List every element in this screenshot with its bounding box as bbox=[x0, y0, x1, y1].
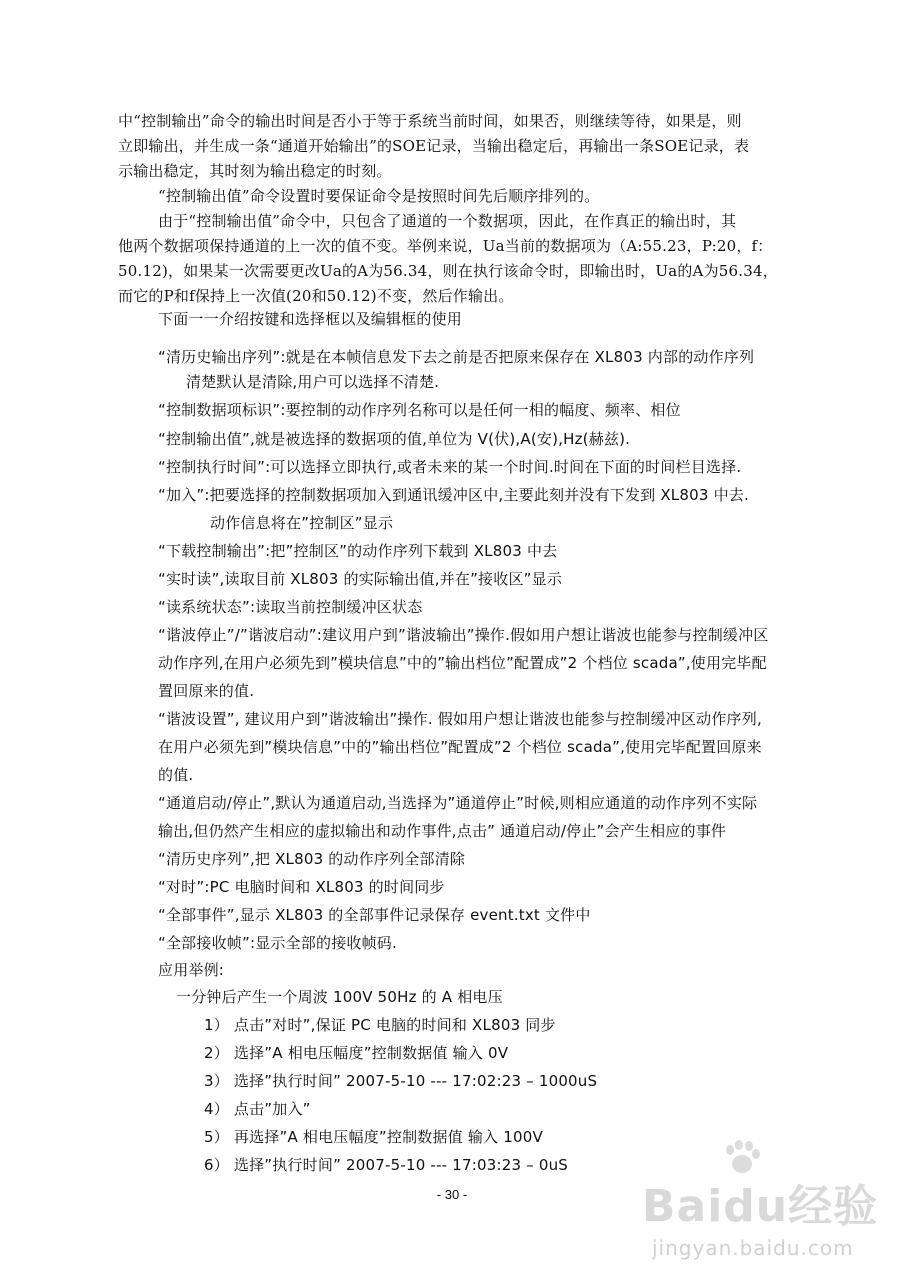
text-line: “控制数据项标识”:要控制的动作序列名称可以是任何一相的幅度、频率、相位 bbox=[158, 401, 681, 419]
text-line: 的值. bbox=[158, 766, 194, 784]
text-line: “加入”:把要选择的控制数据项加入到通讯缓冲区中,主要此刻并没有下发到 XL803 中去. bbox=[158, 486, 749, 504]
text-line: 动作信息将在”控制区”显示 bbox=[210, 514, 394, 532]
text-line: 一分钟后产生一个周波 100V 50Hz 的 A 相电压 bbox=[176, 988, 503, 1006]
text-line: “全部事件”,显示 XL803 的全部事件记录保存 event.txt 文件中 bbox=[158, 906, 591, 924]
list-item: 4） 点击”加入” bbox=[204, 1100, 311, 1118]
text-line: 应用举例: bbox=[158, 961, 225, 979]
list-item: 1） 点击”对时”,保证 PC 电脑的时间和 XL803 同步 bbox=[204, 1016, 556, 1034]
text-line: “对时”:PC 电脑时间和 XL803 的时间同步 bbox=[158, 878, 445, 896]
text-line: “全部接收帧”:显示全部的接收帧码. bbox=[158, 934, 397, 952]
text-line: 示输出稳定，其时刻为输出稳定的时刻。 bbox=[118, 162, 392, 180]
text-line: 输出,但仍然产生相应的虚拟输出和动作事件,点击” 通道启动/停止”会产生相应的事件 bbox=[158, 822, 727, 840]
text-line: “控制执行时间”:可以选择立即执行,或者未来的某一个时间.时间在下面的时间栏目选择. bbox=[158, 458, 742, 476]
text-line: 置回原来的值. bbox=[158, 682, 255, 700]
text-line: 清楚默认是清除,用户可以选择不清楚. bbox=[186, 373, 440, 391]
text-line: “实时读”,读取目前 XL803 的实际输出值,并在”接收区”显示 bbox=[158, 570, 563, 588]
text-line: 立即输出，并生成一条“通道开始输出”的SOE记录，当输出稳定后，再输出一条SOE记录，表 bbox=[118, 137, 750, 155]
watermark-logo: Baidu经验 bbox=[642, 1181, 879, 1232]
text-line: “谐波设置”, 建议用户到”谐波输出”操作. 假如用户想让谐波也能参与控制缓冲区动作序列, bbox=[158, 710, 762, 728]
text-line: 50.12)，如果某一次需要更改Ua的A为56.34，则在执行该命令时，即输出时，Ua的A为56.34， bbox=[118, 262, 778, 280]
text-line: “通道启动/停止”,默认为通道启动,当选择为”通道停止”时候,则相应通道的动作序列不实际 bbox=[158, 794, 758, 812]
text-line: 他两个数据项保持通道的上一次的值不变。举例来说，Ua当前的数据项为（A:55.23，P:20，f： bbox=[118, 237, 773, 255]
list-item: 3） 选择”执行时间” 2007-5-10 --- 17:02:23 – 1000uS bbox=[204, 1072, 598, 1090]
text-line: “读系统状态”:读取当前控制缓冲区状态 bbox=[158, 598, 423, 616]
list-item: 6） 选择”执行时间” 2007-5-10 --- 17:03:23 – 0uS bbox=[204, 1156, 569, 1174]
text-line: 下面一一介绍按键和选择框以及编辑框的使用 bbox=[158, 310, 463, 328]
text-line: “下载控制输出”:把”控制区”的动作序列下载到 XL803 中去 bbox=[158, 542, 558, 560]
text-line: “控制输出值”命令设置时要保证命令是按照时间先后顺序排列的。 bbox=[158, 187, 600, 205]
text-line: 中“控制输出”命令的输出时间是否小于等于系统当前时间，如果否，则继续等待，如果是，则 bbox=[118, 112, 742, 130]
text-line: “清历史序列”,把 XL803 的动作序列全部清除 bbox=[158, 850, 466, 868]
text-line: 在用户必须先到”模块信息”中的”输出档位”配置成”2 个档位 scada”,使用完毕配置回原来 bbox=[158, 738, 762, 756]
text-line: 动作序列,在用户必须先到”模块信息”中的”输出档位”配置成”2 个档位 scada”,使用完毕配 bbox=[158, 654, 767, 672]
text-line: “控制输出值”,就是被选择的数据项的值,单位为 V(伏),A(安),Hz(赫兹). bbox=[158, 430, 631, 448]
page-number: - 30 - bbox=[436, 1187, 468, 1202]
list-item: 5） 再选择”A 相电压幅度”控制数据值 输入 100V bbox=[204, 1128, 543, 1146]
baidu-watermark bbox=[640, 1140, 890, 1280]
watermark-url: jingyan.baidu.com bbox=[652, 1236, 854, 1260]
text-line: “清历史输出序列”:就是在本帧信息发下去之前是否把原来保存在 XL803 内部的动作序列 bbox=[158, 348, 755, 366]
text-line: 由于“控制输出值”命令中，只包含了通道的一个数据项，因此，在作真正的输出时，其 bbox=[158, 212, 737, 230]
list-item: 2） 选择”A 相电压幅度”控制数据值 输入 0V bbox=[204, 1044, 509, 1062]
text-line: “谐波停止”/”谐波启动”:建议用户到”谐波输出”操作.假如用户想让谐波也能参与控制缓冲区 bbox=[158, 626, 769, 644]
text-line: 而它的P和f保持上一次值(20和50.12)不变，然后作输出。 bbox=[118, 287, 514, 305]
